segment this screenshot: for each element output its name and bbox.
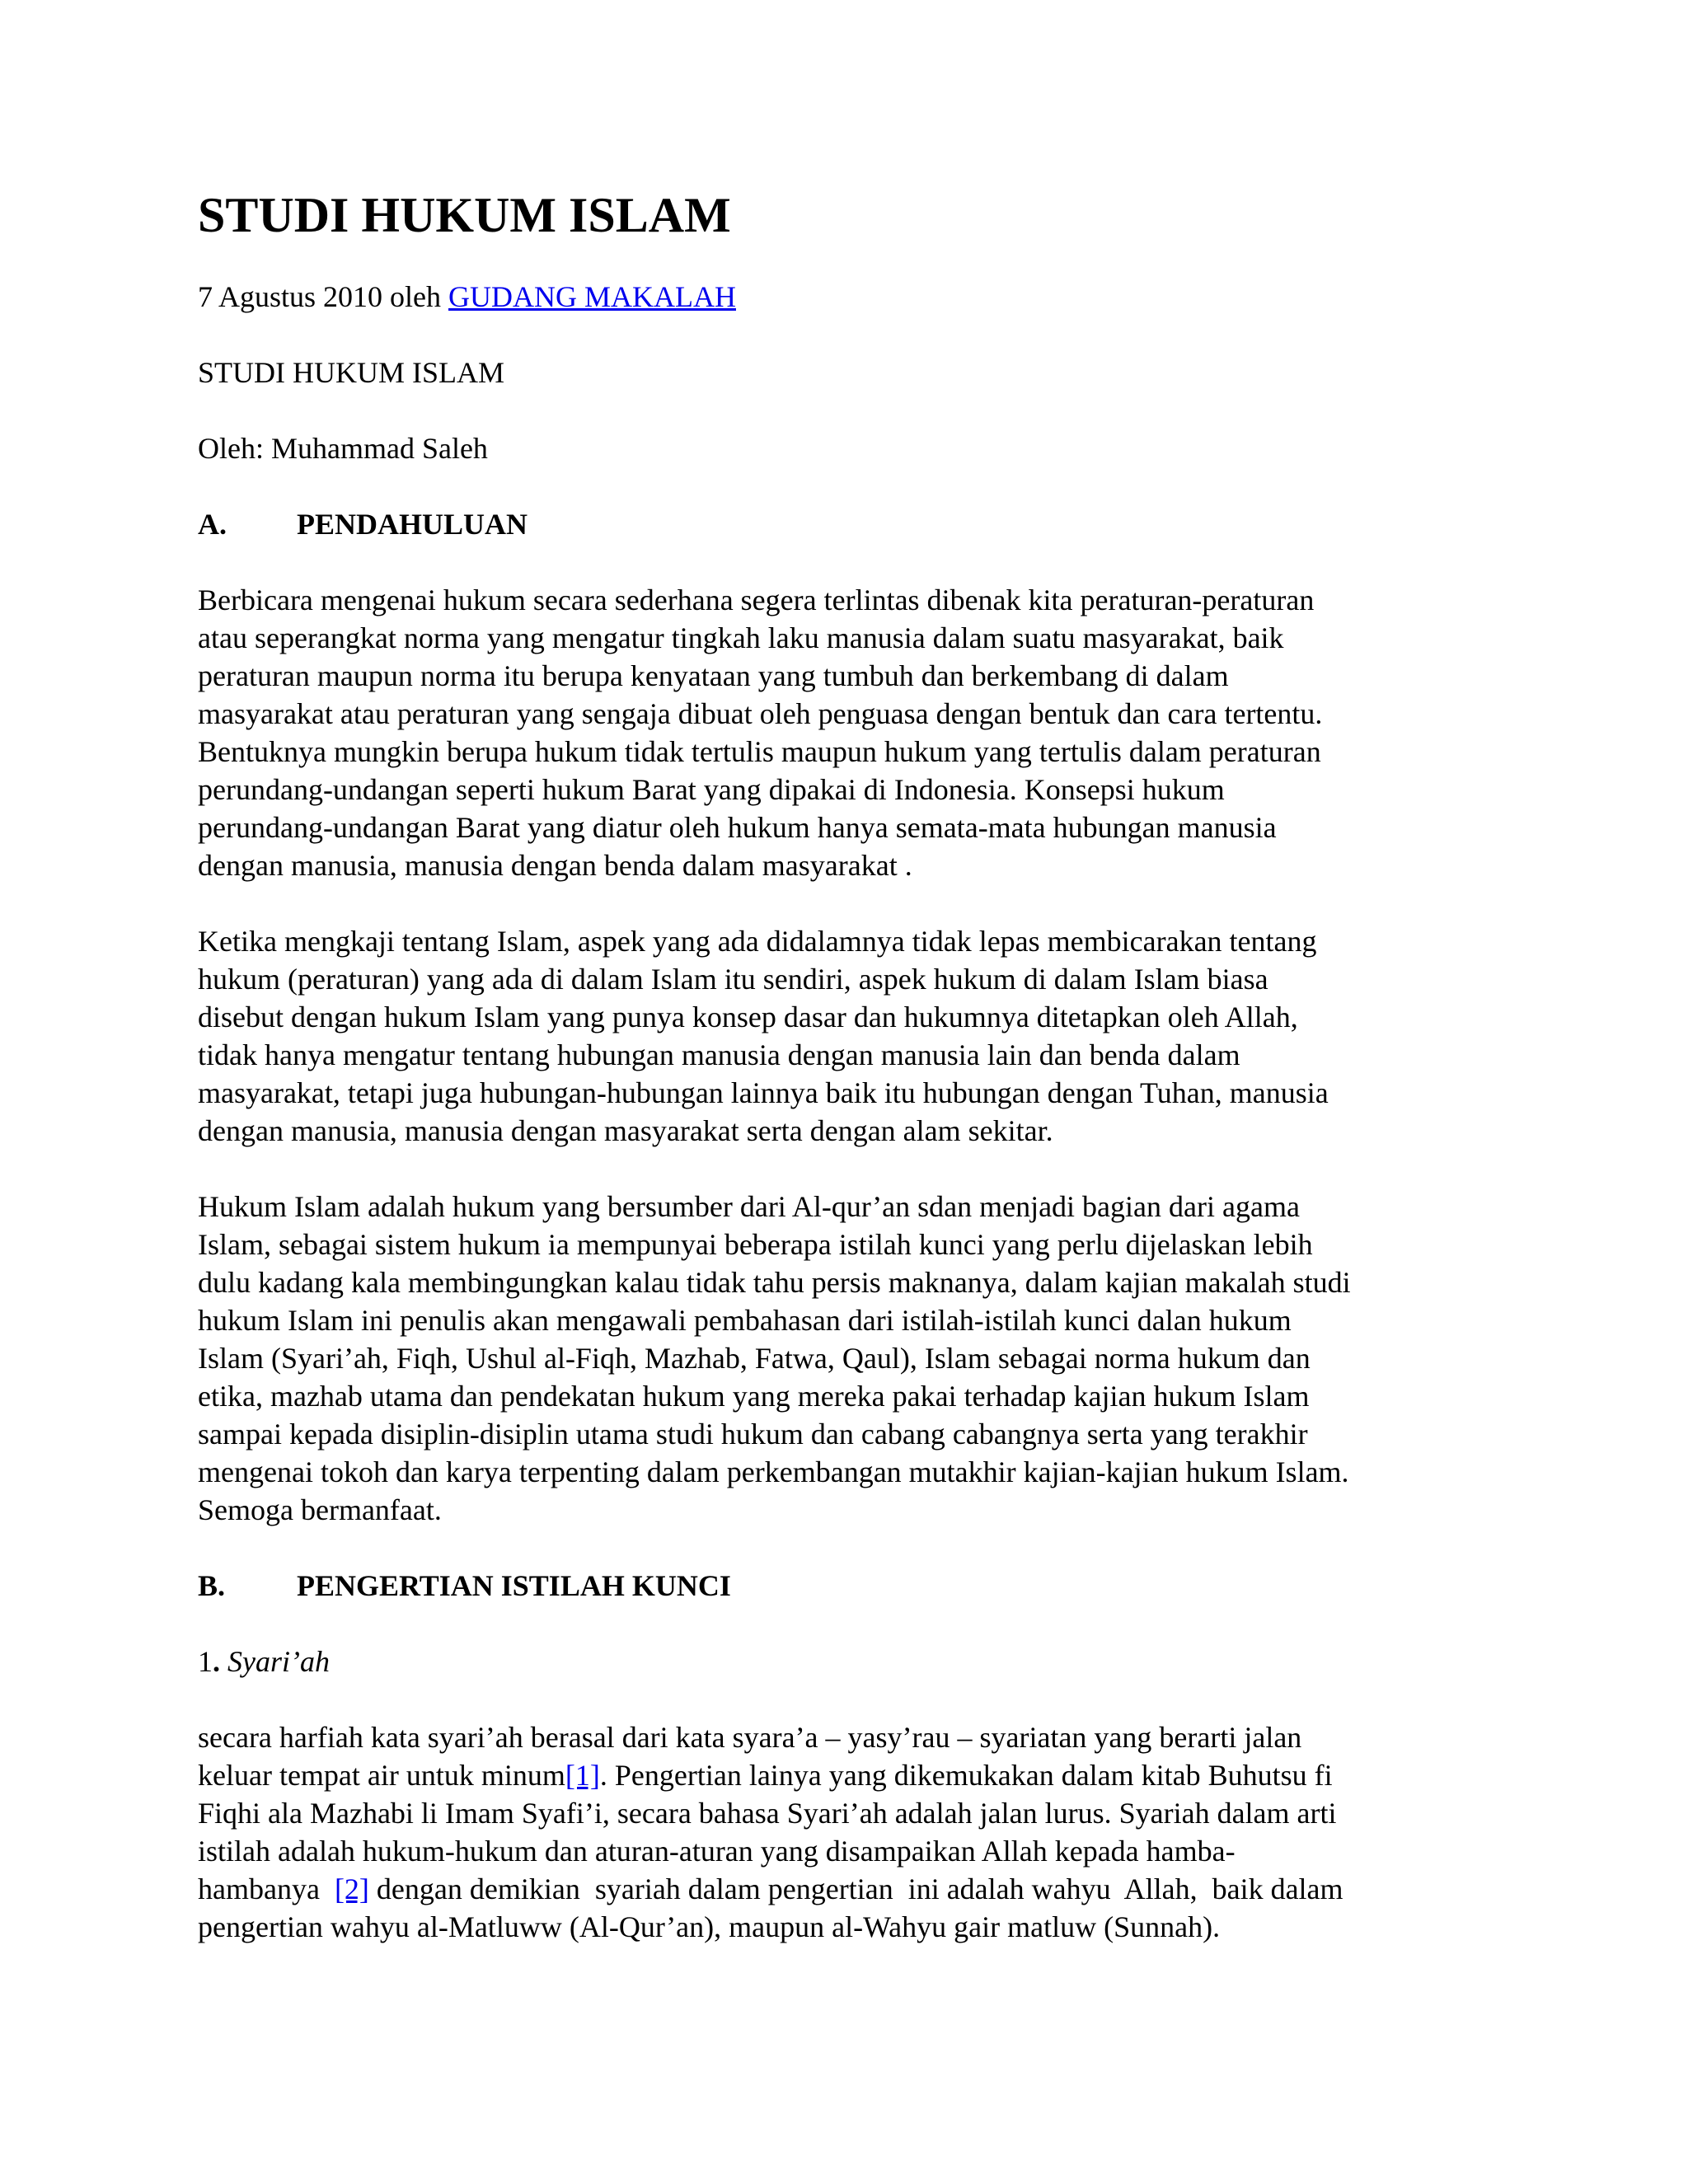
paragraph-line: masyarakat, tetapi juga hubungan-hubungan lainnya baik itu hubungan dengan Tuhan, manusia xyxy=(198,1076,1329,1109)
paragraph-line: hukum (peraturan) yang ada di dalam Islam itu sendiri, aspek hukum di dalam Islam biasa xyxy=(198,963,1268,996)
section-heading-b xyxy=(198,1567,1508,1605)
paragraph-line: Fiqhi ala Mazhabi li Imam Syafi’i, secara bahasa Syari’ah adalah jalan lurus. Syariah dalam arti xyxy=(198,1797,1337,1830)
post-meta xyxy=(198,278,1508,316)
section-heading-a xyxy=(198,505,1508,543)
paragraph-4 xyxy=(198,1718,1508,1946)
paragraph-line: dulu kadang kala membingungkan kalau tidak tahu persis maknanya, dalam kajian makalah studi xyxy=(198,1266,1351,1299)
paragraph-line: secara harfiah kata syari’ah berasal dari kata syara’a – yasy’rau – syariatan yang berarti jalan xyxy=(198,1721,1302,1754)
paragraph-line: etika, mazhab utama dan pendekatan hukum yang mereka pakai terhadap kajian hukum Islam xyxy=(198,1380,1310,1413)
author-link[interactable]: GUDANG MAKALAH xyxy=(448,280,736,313)
paragraph-line: pengertian wahyu al-Matluww (Al-Qur’an), maupun al-Wahyu gair matluw (Sunnah). xyxy=(198,1910,1221,1943)
subheading-number: 1 xyxy=(198,1645,213,1678)
paragraph-line: Bentuknya mungkin berupa hukum tidak tertulis maupun hukum yang tertulis dalam peraturan xyxy=(198,735,1321,768)
document-page xyxy=(198,185,1508,1984)
text-segment: keluar tempat air untuk minum xyxy=(198,1759,565,1792)
post-date-author: 7 Agustus 2010 oleh xyxy=(198,280,449,313)
section-number: A. xyxy=(198,508,227,541)
paragraph-line: Islam (Syari’ah, Fiqh, Ushul al-Fiqh, Mazhab, Fatwa, Qaul), Islam sebagai norma hukum dan xyxy=(198,1342,1311,1375)
paragraph-line: Ketika mengkaji tentang Islam, aspek yang ada didalamnya tidak lepas membicarakan tentang xyxy=(198,925,1317,958)
text-segment: dengan demikian syariah dalam pengertian ini adalah wahyu Allah, baik dalam xyxy=(368,1872,1343,1905)
paragraph-line: masyarakat atau peraturan yang sengaja dibuat oleh penguasa dengan bentuk dan cara tertentu. xyxy=(198,697,1323,730)
paragraph-3 xyxy=(198,1188,1508,1529)
paragraph-line: Berbicara mengenai hukum secara sederhana segera terlintas dibenak kita peraturan-peraturan xyxy=(198,583,1315,616)
subheading-syariah xyxy=(198,1643,1508,1680)
section-title: PENGERTIAN ISTILAH KUNCI xyxy=(297,1569,731,1602)
paragraph-line xyxy=(198,1870,1508,1908)
paragraph-1 xyxy=(198,581,1508,884)
text-segment: hambanya xyxy=(198,1872,335,1905)
paragraph-line: Islam, sebagai sistem hukum ia mempunyai beberapa istilah kunci yang perlu dijelaskan lebih xyxy=(198,1228,1313,1261)
paragraph-2 xyxy=(198,922,1508,1150)
section-number: B. xyxy=(198,1569,226,1602)
document-subtitle: STUDI HUKUM ISLAM xyxy=(198,356,505,389)
footnote-link-2[interactable]: [2] xyxy=(334,1872,369,1905)
paragraph-line: Semoga bermanfaat. xyxy=(198,1493,442,1526)
paragraph-line xyxy=(198,1756,1508,1794)
paragraph-line: Hukum Islam adalah hukum yang bersumber dari Al-qur’an sdan menjadi bagian dari agama xyxy=(198,1190,1300,1223)
paragraph-line: disebut dengan hukum Islam yang punya konsep dasar dan hukumnya ditetapkan oleh Allah, xyxy=(198,1001,1298,1033)
subheading-dot: . xyxy=(213,1645,220,1678)
footnote-link-1[interactable]: [1] xyxy=(565,1759,600,1792)
paragraph-line: hukum Islam ini penulis akan mengawali pembahasan dari istilah-istilah kunci dalan hukum xyxy=(198,1304,1292,1337)
paragraph-line: perundang-undangan seperti hukum Barat yang dipakai di Indonesia. Konsepsi hukum xyxy=(198,773,1225,806)
author-line: Oleh: Muhammad Saleh xyxy=(198,432,488,465)
page-title: STUDI HUKUM ISLAM xyxy=(198,188,731,242)
section-title: PENDAHULUAN xyxy=(297,508,528,541)
paragraph-line: perundang-undangan Barat yang diatur oleh hukum hanya semata-mata hubungan manusia xyxy=(198,811,1277,844)
paragraph-line: dengan manusia, manusia dengan benda dalam masyarakat . xyxy=(198,849,912,882)
paragraph-line: atau seperangkat norma yang mengatur tingkah laku manusia dalam suatu masyarakat, baik xyxy=(198,621,1284,654)
text-segment: . Pengertian lainya yang dikemukakan dalam kitab Buhutsu fi xyxy=(599,1759,1333,1792)
paragraph-line: sampai kepada disiplin-disiplin utama studi hukum dan cabang cabangnya serta yang terakhir xyxy=(198,1418,1308,1451)
paragraph-line: dengan manusia, manusia dengan masyarakat serta dengan alam sekitar. xyxy=(198,1114,1053,1147)
paragraph-line: tidak hanya mengatur tentang hubungan manusia dengan manusia lain dan benda dalam xyxy=(198,1038,1240,1071)
subheading-term: Syari’ah xyxy=(220,1645,330,1678)
paragraph-line: mengenai tokoh dan karya terpenting dalam perkembangan mutakhir kajian-kajian hukum Islam. xyxy=(198,1455,1349,1488)
paragraph-line: peraturan maupun norma itu berupa kenyataan yang tumbuh dan berkembang di dalam xyxy=(198,659,1229,692)
paragraph-line: istilah adalah hukum-hukum dan aturan-aturan yang disampaikan Allah kepada hamba- xyxy=(198,1835,1236,1868)
